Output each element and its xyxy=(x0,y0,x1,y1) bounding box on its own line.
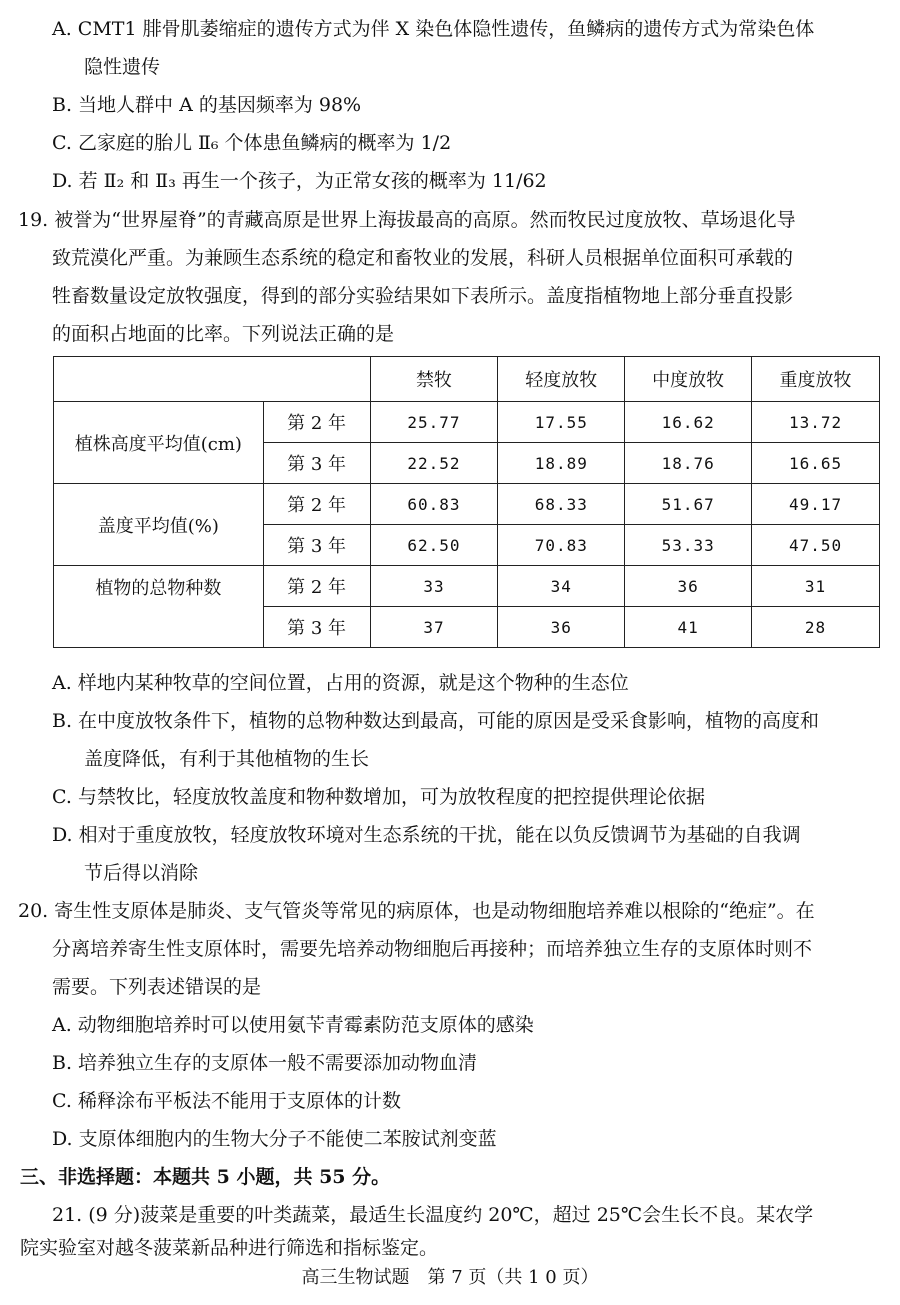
q18-option-b: B. 当地人群中 A 的基因频率为 98% xyxy=(52,94,362,116)
value-cell: 31 xyxy=(752,566,880,607)
header-heavy-grazing: 重度放牧 xyxy=(752,357,880,402)
q19-stem-line-1: 19. 被誉为“世界屋脊”的青藏高原是世界上海拔最高的高原。然而牧民过度放牧、草场退化导 xyxy=(18,209,796,231)
year-cell: 第 2 年 xyxy=(263,566,370,607)
value-cell: 16.62 xyxy=(625,402,752,443)
year-cell: 第 2 年 xyxy=(263,484,370,525)
q20-stem-line-3: 需要。下列表述错误的是 xyxy=(52,976,262,998)
value-cell: 25.77 xyxy=(370,402,498,443)
value-cell: 62.50 xyxy=(370,525,498,566)
value-cell: 36 xyxy=(498,607,625,648)
q20-option-b: B. 培养独立生存的支原体一般不需要添加动物血清 xyxy=(52,1052,478,1074)
q19-option-c: C. 与禁牧比，轻度放牧盖度和物种数增加，可为放牧程度的把控提供理论依据 xyxy=(52,786,705,808)
value-cell: 34 xyxy=(498,566,625,607)
table-corner-cell xyxy=(54,357,371,402)
value-cell: 60.83 xyxy=(370,484,498,525)
q18-option-c: C. 乙家庭的胎儿 Ⅱ₆ 个体患鱼鳞病的概率为 1/2 xyxy=(52,132,452,154)
q19-option-d-cont: 节后得以消除 xyxy=(84,862,199,884)
value-cell: 49.17 xyxy=(752,484,880,525)
value-cell: 68.33 xyxy=(498,484,625,525)
row-group-label: 盖度平均值(%) xyxy=(54,484,264,566)
q20-option-d: D. 支原体细胞内的生物大分子不能使二苯胺试剂变蓝 xyxy=(52,1128,497,1150)
value-cell: 16.65 xyxy=(752,443,880,484)
value-cell: 53.33 xyxy=(625,525,752,566)
q19-option-b: B. 在中度放牧条件下，植物的总物种数达到最高，可能的原因是受采食影响，植物的高度和 xyxy=(52,710,820,732)
row-group-label: 植株高度平均值(cm) xyxy=(54,402,264,484)
q20-option-c: C. 稀释涂布平板法不能用于支原体的计数 xyxy=(52,1090,401,1112)
table-header-row xyxy=(54,357,880,402)
q19-stem-line-2: 致荒漠化严重。为兼顾生态系统的稳定和畜牧业的发展，科研人员根据单位面积可承载的 xyxy=(52,247,794,269)
header-light-grazing: 轻度放牧 xyxy=(498,357,625,402)
year-cell: 第 3 年 xyxy=(263,443,370,484)
value-cell: 18.76 xyxy=(625,443,752,484)
page-footer: 高三生物试题 第 7 页（共 1 0 页） xyxy=(301,1267,599,1288)
header-moderate-grazing: 中度放牧 xyxy=(625,357,752,402)
value-cell: 37 xyxy=(370,607,498,648)
q18-option-a-cont: 隐性遗传 xyxy=(84,56,161,78)
value-cell: 17.55 xyxy=(498,402,625,443)
year-cell: 第 3 年 xyxy=(263,525,370,566)
q20-stem-line-1: 20. 寄生性支原体是肺炎、支气管炎等常见的病原体，也是动物细胞培养难以根除的“绝症”。在 xyxy=(18,900,815,922)
table-row xyxy=(54,484,880,525)
value-cell: 13.72 xyxy=(752,402,880,443)
value-cell: 18.89 xyxy=(498,443,625,484)
value-cell: 28 xyxy=(752,607,880,648)
q21-line-2: 院实验室对越冬菠菜新品种进行筛选和指标鉴定。 xyxy=(20,1237,439,1259)
q20-stem-line-2: 分离培养寄生性支原体时，需要先培养动物细胞后再接种；而培养独立生存的支原体时则不 xyxy=(52,938,813,960)
header-no-grazing: 禁牧 xyxy=(370,357,498,402)
q18-option-a: A. CMT1 腓骨肌萎缩症的遗传方式为伴 X 染色体隐性遗传，鱼鳞病的遗传方式为常染色体 xyxy=(52,18,815,40)
year-cell: 第 3 年 xyxy=(263,607,370,648)
q21-line-1: 21. (9 分)菠菜是重要的叶类蔬菜，最适生长温度约 20℃，超过 25℃会生长不良。某农学 xyxy=(52,1204,814,1226)
table-row xyxy=(54,402,880,443)
q19-option-a: A. 样地内某种牧草的空间位置，占用的资源，就是这个物种的生态位 xyxy=(52,672,629,694)
value-cell: 33 xyxy=(370,566,498,607)
q20-option-a: A. 动物细胞培养时可以使用氨苄青霉素防范支原体的感染 xyxy=(52,1014,534,1036)
section-heading: 三、非选择题：本题共 5 小题，共 55 分。 xyxy=(20,1166,391,1188)
q18-option-d: D. 若 Ⅱ₂ 和 Ⅱ₃ 再生一个孩子，为正常女孩的概率为 11/62 xyxy=(52,170,547,192)
value-cell: 36 xyxy=(625,566,752,607)
q19-stem-line-4: 的面积占地面的比率。下列说法正确的是 xyxy=(52,323,395,345)
value-cell: 47.50 xyxy=(752,525,880,566)
grazing-data-table xyxy=(53,356,880,648)
value-cell: 22.52 xyxy=(370,443,498,484)
value-cell: 51.67 xyxy=(625,484,752,525)
table-row xyxy=(54,566,880,607)
q19-option-b-cont: 盖度降低，有利于其他植物的生长 xyxy=(84,748,370,770)
q19-stem-line-3: 牲畜数量设定放牧强度，得到的部分实验结果如下表所示。盖度指植物地上部分垂直投影 xyxy=(52,285,794,307)
value-cell: 70.83 xyxy=(498,525,625,566)
year-cell: 第 2 年 xyxy=(263,402,370,443)
value-cell: 41 xyxy=(625,607,752,648)
row-group-label: 植物的总物种数 xyxy=(54,566,264,648)
q19-option-d: D. 相对于重度放牧，轻度放牧环境对生态系统的干扰，能在以负反馈调节为基础的自我调 xyxy=(52,824,801,846)
